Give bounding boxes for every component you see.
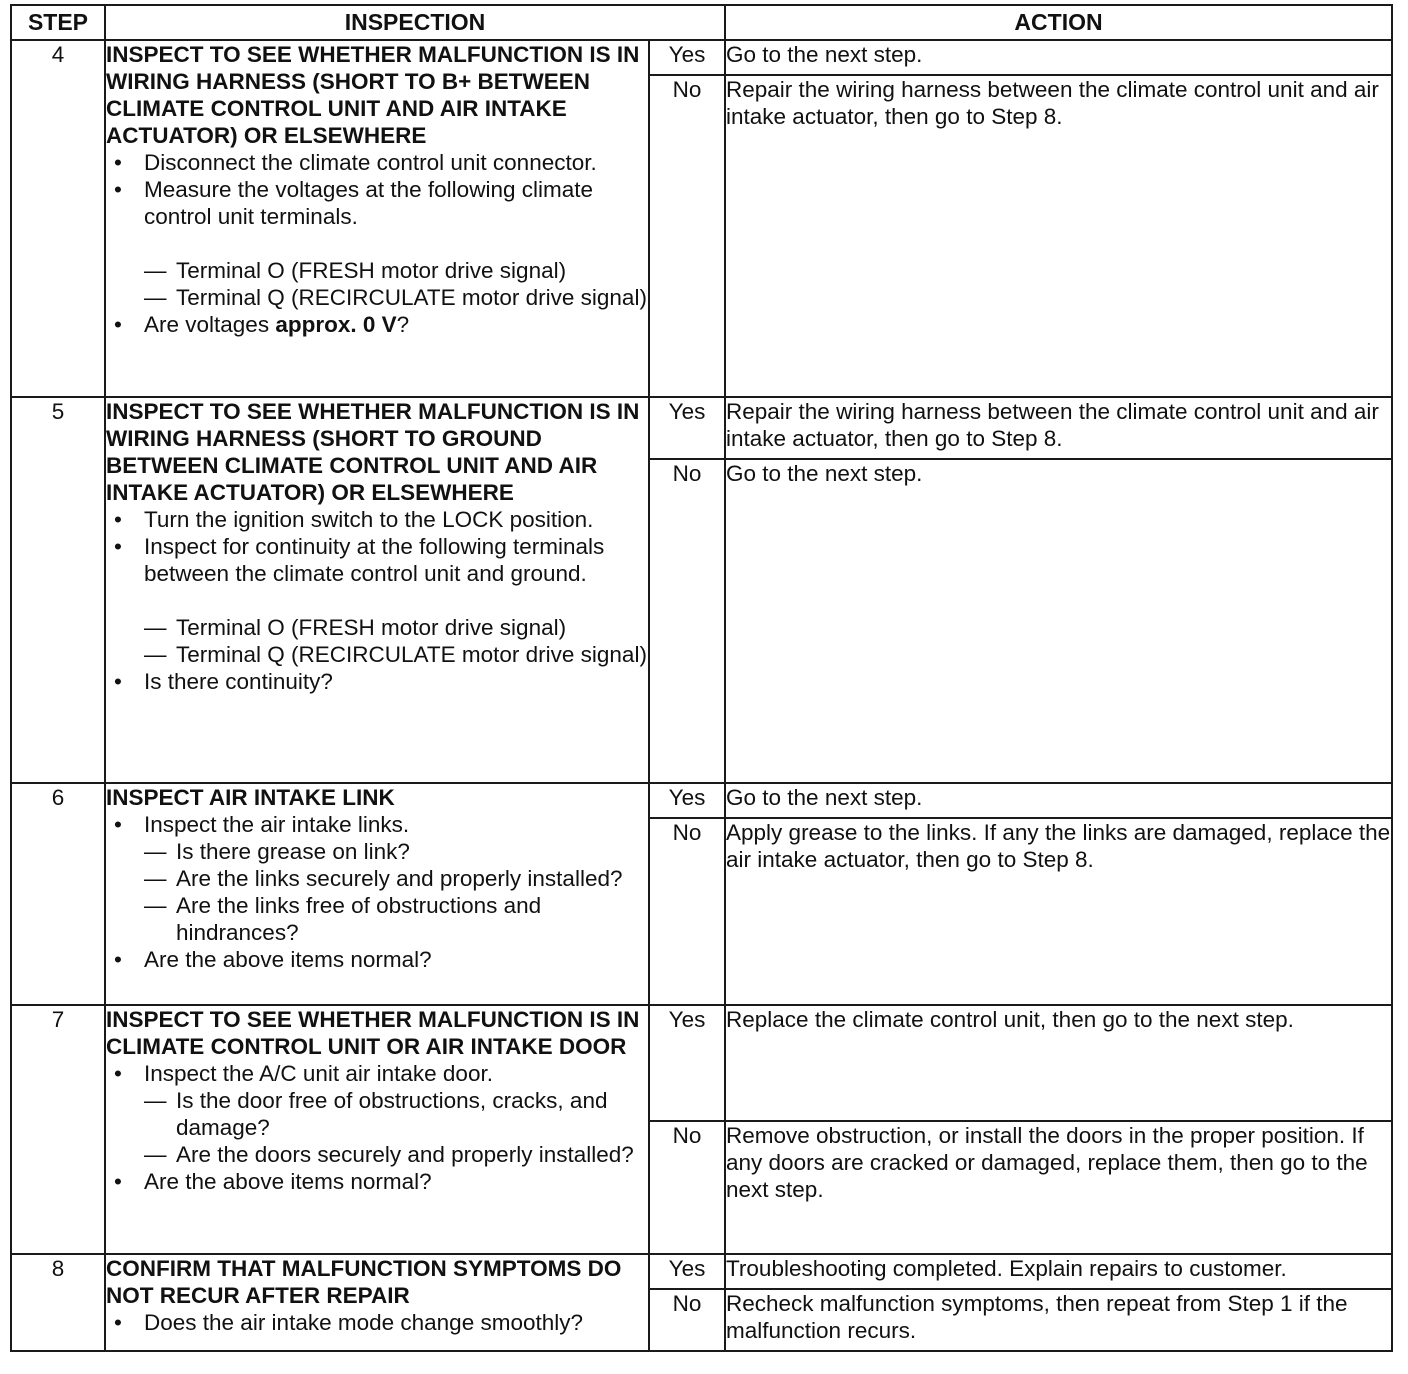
table-row <box>11 1254 1392 1289</box>
yes-label: Yes <box>649 783 725 818</box>
yes-action: Troubleshooting completed. Explain repairs to customer. <box>725 1254 1392 1289</box>
bullet-item: • Inspect the A/C unit air intake door. <box>106 1060 648 1087</box>
bullet-item: • Disconnect the climate control unit connector. <box>106 149 648 176</box>
inspection-column-header: INSPECTION <box>105 5 725 40</box>
yes-action: Replace the climate control unit, then go to the next step. <box>725 1005 1392 1121</box>
inspection-heading: INSPECT TO SEE WHETHER MALFUNCTION IS IN WIRING HARNESS (SHORT TO GROUND BETWEEN CLIMATE CONTROL UNIT AND AIR INTAKE ACTUATOR) OR ELSEWHERE <box>106 399 640 505</box>
step-column-header: STEP <box>11 5 105 40</box>
yes-action: Repair the wiring harness between the climate control unit and air intake actuator, then go to Step 8. <box>725 397 1392 459</box>
no-label: No <box>649 75 725 397</box>
inspection-heading: INSPECT TO SEE WHETHER MALFUNCTION IS IN WIRING HARNESS (SHORT TO B+ BETWEEN CLIMATE CONTROL UNIT AND AIR INTAKE ACTUATOR) OR ELSEWHERE <box>106 42 640 148</box>
bullet-item: • Are voltages approx. 0 V? <box>106 311 648 338</box>
no-label: No <box>649 1289 725 1351</box>
bullet-item: • Are the above items normal? <box>106 1168 648 1195</box>
dash-item: — Terminal Q (RECIRCULATE motor drive signal) <box>144 642 647 667</box>
step-number: 5 <box>11 397 105 783</box>
table-row <box>11 783 1392 818</box>
no-action: Repair the wiring harness between the climate control unit and air intake actuator, then go to Step 8. <box>725 75 1392 397</box>
dash-item: — Are the links free of obstructions and hindrances? <box>144 893 542 945</box>
step-number: 6 <box>11 783 105 1005</box>
yes-label: Yes <box>649 1254 725 1289</box>
inspection-cell <box>105 397 649 783</box>
bullet-item: • Does the air intake mode change smoothly? <box>106 1309 648 1336</box>
dash-item: — Are the doors securely and properly installed? <box>144 1142 634 1167</box>
dash-item: — Terminal O (FRESH motor drive signal) <box>144 258 567 283</box>
no-action: Go to the next step. <box>725 459 1392 783</box>
dash-item: — Is there grease on link? <box>144 839 410 864</box>
yes-label: Yes <box>649 1005 725 1121</box>
dash-item: — Is the door free of obstructions, cracks, and damage? <box>144 1088 608 1140</box>
bullet-item: • Are the above items normal? <box>106 946 648 973</box>
table-header-row <box>11 5 1392 40</box>
bullet-item: • Turn the ignition switch to the LOCK position. <box>106 506 648 533</box>
step-number: 4 <box>11 40 105 397</box>
yes-label: Yes <box>649 40 725 75</box>
step-number: 7 <box>11 1005 105 1254</box>
bullet-item: • Measure the voltages at the following climate control unit terminals. <box>106 176 648 230</box>
no-label: No <box>649 818 725 1005</box>
inspection-heading: INSPECT AIR INTAKE LINK <box>106 785 395 810</box>
yes-action: Go to the next step. <box>725 40 1392 75</box>
inspection-cell <box>105 783 649 1005</box>
step-number: 8 <box>11 1254 105 1351</box>
dash-item: — Are the links securely and properly installed? <box>144 866 623 891</box>
action-column-header: ACTION <box>725 5 1392 40</box>
no-action: Recheck malfunction symptoms, then repeat from Step 1 if the malfunction recurs. <box>725 1289 1392 1351</box>
dash-item: — Terminal O (FRESH motor drive signal) <box>144 615 567 640</box>
yes-label: Yes <box>649 397 725 459</box>
no-label: No <box>649 459 725 783</box>
inspection-cell <box>105 40 649 397</box>
no-action: Apply grease to the links. If any the links are damaged, replace the air intake actuator, then go to Step 8. <box>725 818 1392 1005</box>
inspection-heading: INSPECT TO SEE WHETHER MALFUNCTION IS IN CLIMATE CONTROL UNIT OR AIR INTAKE DOOR <box>106 1007 640 1059</box>
troubleshooting-table <box>10 4 1393 1352</box>
table-row <box>11 397 1392 459</box>
bullet-item: • Inspect the air intake links. <box>106 811 648 838</box>
yes-action: Go to the next step. <box>725 783 1392 818</box>
no-action: Remove obstruction, or install the doors in the proper position. If any doors are cracked or damaged, replace them, then go to the next step. <box>725 1121 1392 1254</box>
inspection-cell <box>105 1005 649 1254</box>
dash-item: — Terminal Q (RECIRCULATE motor drive signal) <box>144 285 647 310</box>
no-label: No <box>649 1121 725 1254</box>
table-row <box>11 1005 1392 1121</box>
bullet-item: • Is there continuity? <box>106 668 648 695</box>
inspection-cell <box>105 1254 649 1351</box>
inspection-heading: CONFIRM THAT MALFUNCTION SYMPTOMS DO NOT RECUR AFTER REPAIR <box>106 1256 622 1308</box>
bullet-item: • Inspect for continuity at the following terminals between the climate control unit and ground. <box>106 533 648 587</box>
table-row <box>11 40 1392 75</box>
